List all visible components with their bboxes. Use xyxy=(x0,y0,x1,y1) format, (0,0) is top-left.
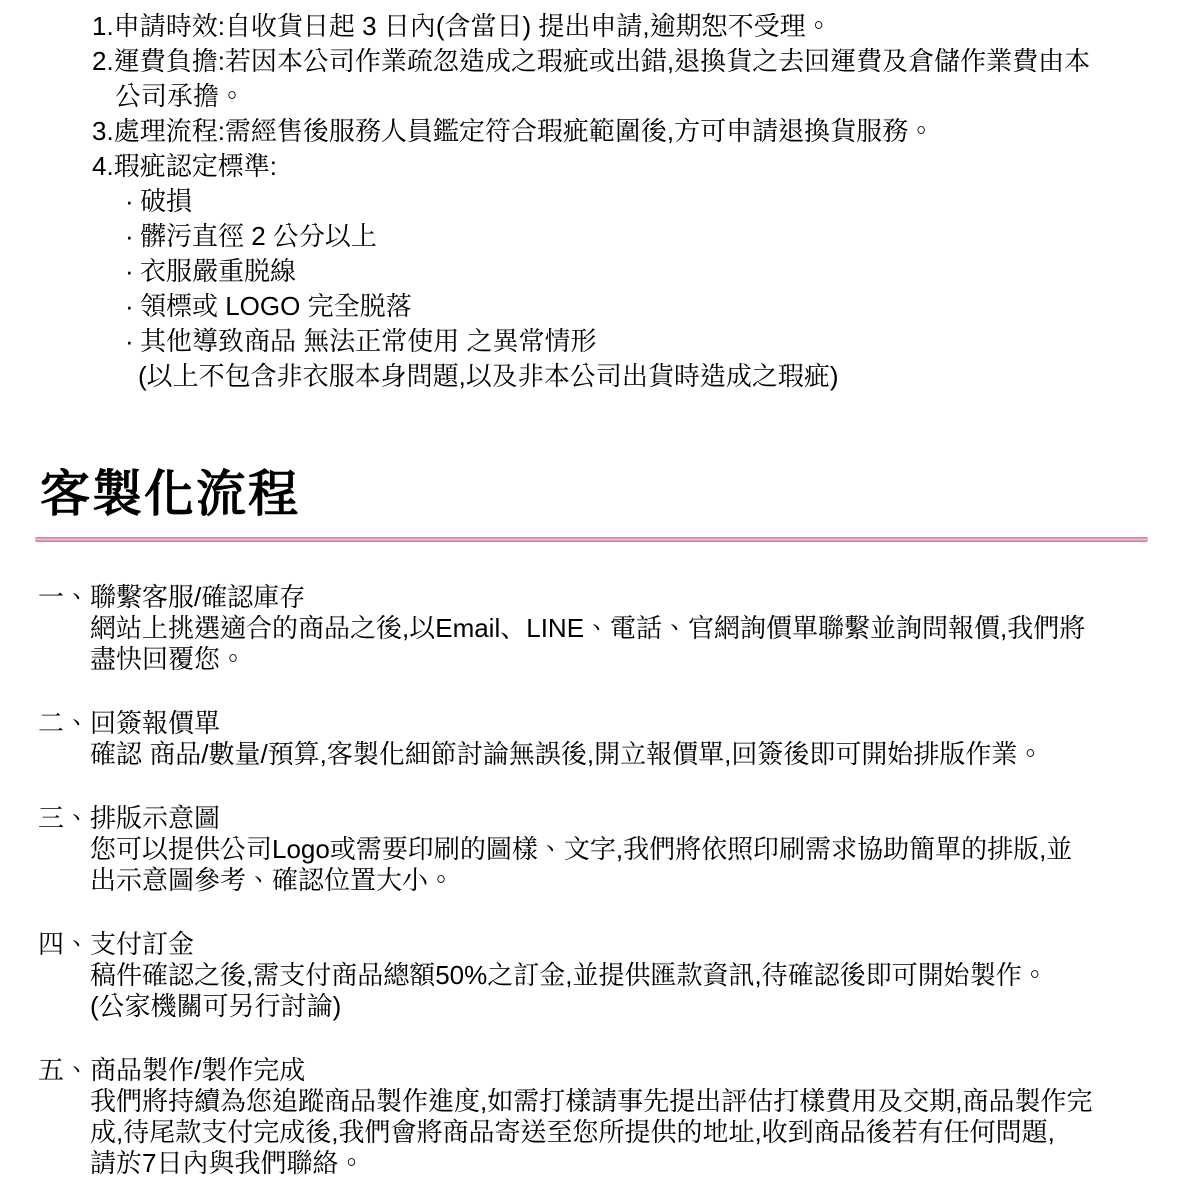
page-title-customization: 客製化流程 xyxy=(40,466,300,522)
defect-bullet-list xyxy=(125,184,1151,359)
step-body xyxy=(90,834,1151,896)
bullet-item xyxy=(125,219,1151,254)
step-title: 支付訂金 xyxy=(90,929,195,959)
step-marker: 五、 xyxy=(38,1055,91,1085)
step-marker: 二、 xyxy=(38,708,91,738)
step-title: 排版示意圖 xyxy=(90,803,221,833)
list-item-continuation: 公司承擔。 xyxy=(115,81,246,111)
bullet-text: 髒污直徑 2 公分以上 xyxy=(140,221,377,251)
item-text: 申請時效:自收貨日起 3 日內(含當日) 提出申請,逾期恕不受理。 xyxy=(113,11,832,41)
step-title: 商品製作/製作完成 xyxy=(90,1055,306,1085)
step-title-row xyxy=(38,708,1151,739)
item-text: 瑕疵認定標準: xyxy=(113,151,277,181)
step-body-line: (公家機關可另行討論) xyxy=(90,991,342,1021)
list-item xyxy=(92,149,1151,184)
bullet-dot-icon: · xyxy=(125,186,134,216)
step-title-row xyxy=(38,582,1151,613)
step-body-line: 網站上挑選適合的商品之後,以Email、LINE、電話、官網詢價單聯繫並詢問報價,我們將 xyxy=(90,613,1086,643)
list-item xyxy=(92,9,1151,44)
step-body-line: 成,待尾款支付完成後,我們會將商品寄送至您所提供的地址,收到商品後若有任何問題, xyxy=(90,1117,1055,1147)
pink-divider xyxy=(35,537,1148,542)
bullet-dot-icon: · xyxy=(125,291,134,321)
step-body xyxy=(90,960,1151,1022)
item-text: 處理流程:需經售後服務人員鑑定符合瑕疵範圍後,方可申請退換貨服務。 xyxy=(113,116,935,146)
step-marker: 一、 xyxy=(38,582,91,612)
step-body-line: 您可以提供公司Logo或需要印刷的圖樣、文字,我們將依照印刷需求協助簡單的排版,並 xyxy=(90,834,1073,864)
step-title-row xyxy=(38,803,1151,834)
bullet-dot-icon: · xyxy=(125,256,134,286)
list-item xyxy=(92,44,1151,79)
step-title-row xyxy=(38,929,1151,960)
item-marker: 2. xyxy=(92,46,114,76)
step-item xyxy=(38,929,1151,1022)
step-marker: 四、 xyxy=(38,929,91,959)
step-body-line: 盡快回覆您。 xyxy=(90,644,247,674)
item-marker: 1. xyxy=(92,11,114,41)
bullet-text: 其他導致商品 無法正常使用 之異常情形 xyxy=(140,326,597,356)
return-policy-list xyxy=(92,0,1151,394)
bullet-text: 領標或 LOGO 完全脱落 xyxy=(140,291,412,321)
bullet-item xyxy=(125,324,1151,359)
step-body-line: 稿件確認之後,需支付商品總額50%之訂金,並提供匯款資訊,待確認後即可開始製作。 xyxy=(90,960,1048,990)
bullet-dot-icon: · xyxy=(125,221,134,251)
bullet-text: 衣服嚴重脱線 xyxy=(140,256,297,286)
item-text: 運費負擔:若因本公司作業疏忽造成之瑕疵或出錯,退換貨之去回運費及倉儲作業費由本 xyxy=(113,46,1091,76)
step-marker: 三、 xyxy=(38,803,91,833)
item-marker: 3. xyxy=(92,116,114,146)
defect-note: (以上不包含非衣服本身問題,以及非本公司出貨時造成之瑕疵) xyxy=(138,361,839,391)
bullet-item xyxy=(125,289,1151,324)
bullet-dot-icon: · xyxy=(125,326,134,356)
step-body xyxy=(90,613,1151,675)
step-body-line: 確認 商品/數量/預算,客製化細節討論無誤後,開立報價單,回簽後即可開始排版作業。 xyxy=(90,739,1044,769)
step-title-row xyxy=(38,1055,1151,1086)
step-body-line: 請於7日內與我們聯絡。 xyxy=(90,1148,365,1178)
bullet-item xyxy=(125,184,1151,219)
step-item xyxy=(38,803,1151,896)
step-body-line: 我們將持續為您追蹤商品製作進度,如需打樣請事先提出評估打樣費用及交期,商品製作完 xyxy=(90,1086,1093,1116)
list-item xyxy=(92,114,1151,149)
step-body-line: 出示意圖參考、確認位置大小。 xyxy=(90,865,455,895)
item-marker: 4. xyxy=(92,151,114,181)
step-title: 回簽報價單 xyxy=(90,708,221,738)
bullet-text: 破損 xyxy=(140,186,193,216)
step-body xyxy=(90,1086,1151,1179)
step-body xyxy=(90,739,1151,770)
bullet-item xyxy=(125,254,1151,289)
step-item xyxy=(38,708,1151,770)
step-title: 聯繫客服/確認庫存 xyxy=(90,582,306,612)
customization-steps xyxy=(38,582,1151,1179)
step-item xyxy=(38,1055,1151,1179)
step-item xyxy=(38,582,1151,675)
